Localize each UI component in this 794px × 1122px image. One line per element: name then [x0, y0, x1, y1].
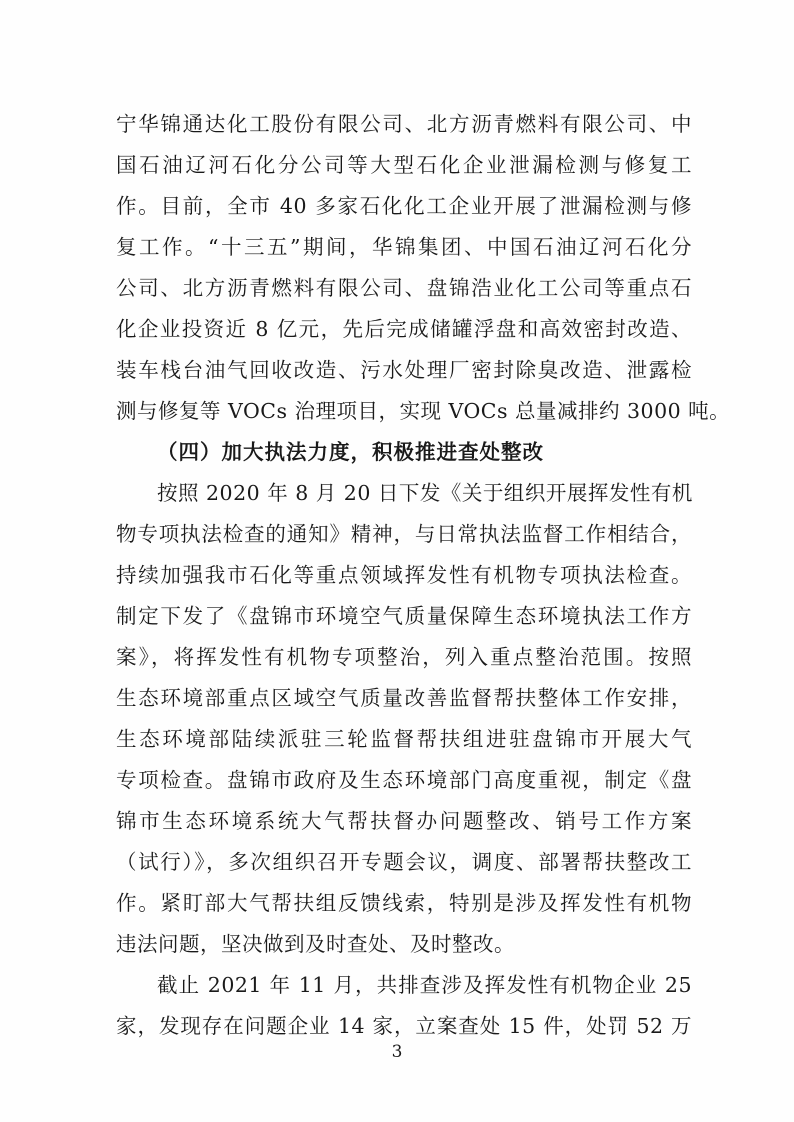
page-number: 3: [391, 1042, 403, 1062]
body-text-line: 生态环境部重点区域空气质量改善监督帮扶整体工作安排，: [116, 686, 692, 710]
body-text-line: 宁华锦通达化工股份有限公司、北方沥青燃料有限公司、中: [116, 112, 692, 136]
body-text-line: 专项检查。盘锦市政府及生态环境部门高度重视，制定《盘: [116, 768, 692, 792]
paragraph-first-line: 截止 2021 年 11 月，共排查涉及挥发性有机物企业 25: [157, 973, 692, 997]
body-text-line: 制定下发了《盘锦市环境空气质量保障生态环境执法工作方: [116, 604, 692, 628]
section-heading: （四）加大执法力度，积极推进查处整改: [157, 440, 544, 464]
body-text-line: 家，发现存在问题企业 14 家，立案查处 15 件，处罚 52 万: [116, 1014, 692, 1038]
body-text-line: 案》，将挥发性有机物专项整治，列入重点整治范围。按照: [116, 645, 692, 669]
body-text-line: （试行）》，多次组织召开专题会议，调度、部署帮扶整改工: [116, 850, 692, 874]
body-text-line: 化企业投资近 8 亿元，先后完成储罐浮盘和高效密封改造、: [116, 317, 692, 341]
body-text-line: 物专项执法检查的通知》精神，与日常执法监督工作相结合，: [116, 522, 692, 546]
body-text-line: 公司、北方沥青燃料有限公司、盘锦浩业化工公司等重点石: [116, 276, 692, 300]
body-text-line: 锦市生态环境系统大气帮扶督办问题整改、销号工作方案: [116, 809, 692, 833]
paragraph-first-line: 按照 2020 年 8 月 20 日下发《关于组织开展挥发性有机: [157, 481, 693, 505]
body-text-line: 装车栈台油气回收改造、污水处理厂密封除臭改造、泄露检: [116, 358, 692, 382]
body-text-line: 国石油辽河石化分公司等大型石化企业泄漏检测与修复工: [116, 153, 692, 177]
body-text-line: 违法问题，坚决做到及时查处、及时整改。: [116, 932, 515, 956]
body-text-line: 作。目前，全市 40 多家石化化工企业开展了泄漏检测与修: [116, 194, 692, 218]
body-text-line: 测与修复等 VOCs 治理项目，实现 VOCs 总量减排约 3000 吨。: [116, 399, 731, 423]
body-text-line: 作。紧盯部大气帮扶组反馈线索，特别是涉及挥发性有机物: [116, 891, 692, 915]
body-text-line: 生态环境部陆续派驻三轮监督帮扶组进驻盘锦市开展大气: [116, 727, 692, 751]
body-text-line: 复工作。“十三五”期间，华锦集团、中国石油辽河石化分: [116, 235, 692, 259]
body-text-line: 持续加强我市石化等重点领域挥发性有机物专项执法检查。: [116, 563, 692, 587]
